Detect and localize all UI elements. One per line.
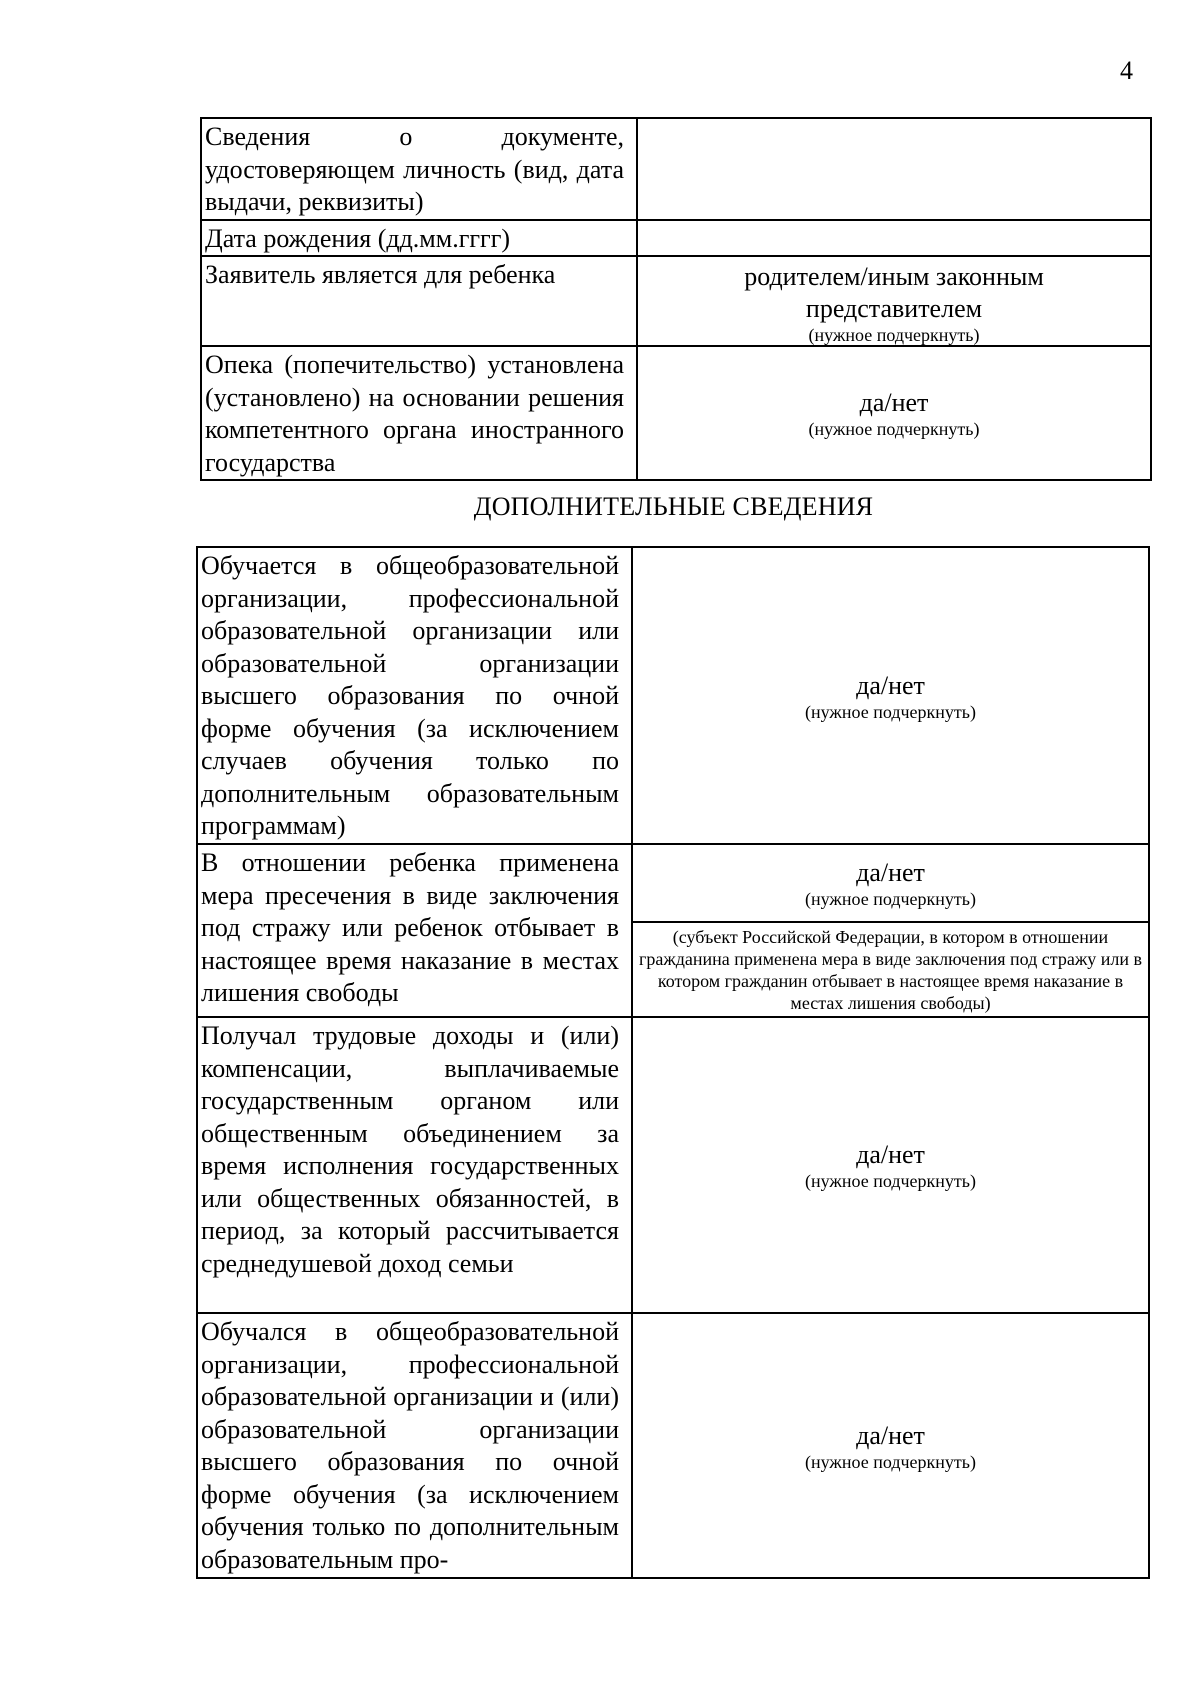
guardianship-field[interactable] bbox=[637, 346, 1151, 480]
underline-hint: (нужное подчеркнуть) bbox=[805, 1171, 976, 1191]
row-label-full-time-study: Обучается в общеобразовательной организации, профессиональной образовательной организации или образовательной организации высшего образования по очной форме обучения (за исключением случаев обучения только по дополнительным образовательным программам) bbox=[197, 547, 632, 844]
row-label-identity-document: Сведения о документе, удостоверяющем личность (вид, дата выдачи, реквизиты) bbox=[201, 118, 637, 220]
table-row bbox=[201, 220, 1151, 257]
additional-info-table bbox=[196, 546, 1150, 1579]
page-number: 4 bbox=[1120, 56, 1133, 85]
applicant-role-options: родителем/иным законным представителем bbox=[744, 262, 1044, 323]
yes-no-options: да/нет bbox=[856, 670, 925, 700]
row-label-guardianship: Опека (попечительство) установлена (установлено) на основании решения компетентного органа иностранного государства bbox=[201, 346, 637, 480]
labor-income-field[interactable] bbox=[632, 1017, 1149, 1313]
yes-no-options: да/нет bbox=[856, 1140, 925, 1169]
underline-hint: (нужное подчеркнуть) bbox=[805, 701, 976, 722]
past-full-time-study-field[interactable] bbox=[632, 1313, 1149, 1578]
underline-hint: (нужное подчеркнуть) bbox=[808, 419, 980, 439]
yes-no-options: да/нет bbox=[859, 388, 929, 417]
yes-no-options: да/нет bbox=[856, 858, 925, 887]
table-row bbox=[201, 118, 1151, 220]
section-title: ДОПОЛНИТЕЛЬНЫЕ СВЕДЕНИЯ bbox=[473, 492, 874, 521]
underline-hint: (нужное подчеркнуть) bbox=[808, 325, 980, 345]
row-label-past-full-time-study: Обучался в общеобразовательной организации, профессиональной образовательной организации и (или) образовательной организации высшего образования по очной форме обучения (за исключением обучения только по дополнительным образовательным про- bbox=[197, 1313, 632, 1578]
applicant-role-field[interactable] bbox=[637, 256, 1151, 346]
yes-no-options: да/нет bbox=[856, 1420, 925, 1450]
table-row bbox=[201, 256, 1151, 346]
row-label-labor-income: Получал трудовые доходы и (или) компенсации, выплачиваемые государственным органом или общественным объединением за время исполнения государственных или общественных обязанностей, в период, за который рассчитывается среднедушевой доход семьи bbox=[197, 1017, 632, 1313]
table-row bbox=[197, 844, 1149, 922]
table-row bbox=[201, 346, 1151, 480]
table-row bbox=[197, 1017, 1149, 1313]
birth-date-field[interactable] bbox=[637, 220, 1151, 257]
identity-document-field[interactable] bbox=[637, 118, 1151, 220]
applicant-info-table bbox=[200, 117, 1152, 481]
underline-hint: (нужное подчеркнуть) bbox=[805, 889, 976, 909]
detention-region-field[interactable] bbox=[632, 922, 1149, 1017]
detention-region-hint: (субъект Российской Федерации, в котором в отношении гражданина применена мера в виде заключения под стражу или в котором гражданин отбывает в настоящее время наказание в местах лишения свободы) bbox=[638, 926, 1143, 1013]
row-label-birth-date: Дата рождения (дд.мм.гггг) bbox=[201, 220, 637, 257]
row-label-detention: В отношении ребенка применена мера пресечения в виде заключения под стражу или ребенок отбывает в настоящее время наказание в местах лишения свободы bbox=[197, 844, 632, 1017]
detention-field[interactable] bbox=[632, 844, 1149, 922]
underline-hint: (нужное подчеркнуть) bbox=[805, 1451, 976, 1472]
full-time-study-field[interactable] bbox=[632, 547, 1149, 844]
row-label-applicant-role: Заявитель является для ребенка bbox=[201, 256, 637, 346]
table-row bbox=[197, 1313, 1149, 1578]
table-row bbox=[197, 547, 1149, 844]
